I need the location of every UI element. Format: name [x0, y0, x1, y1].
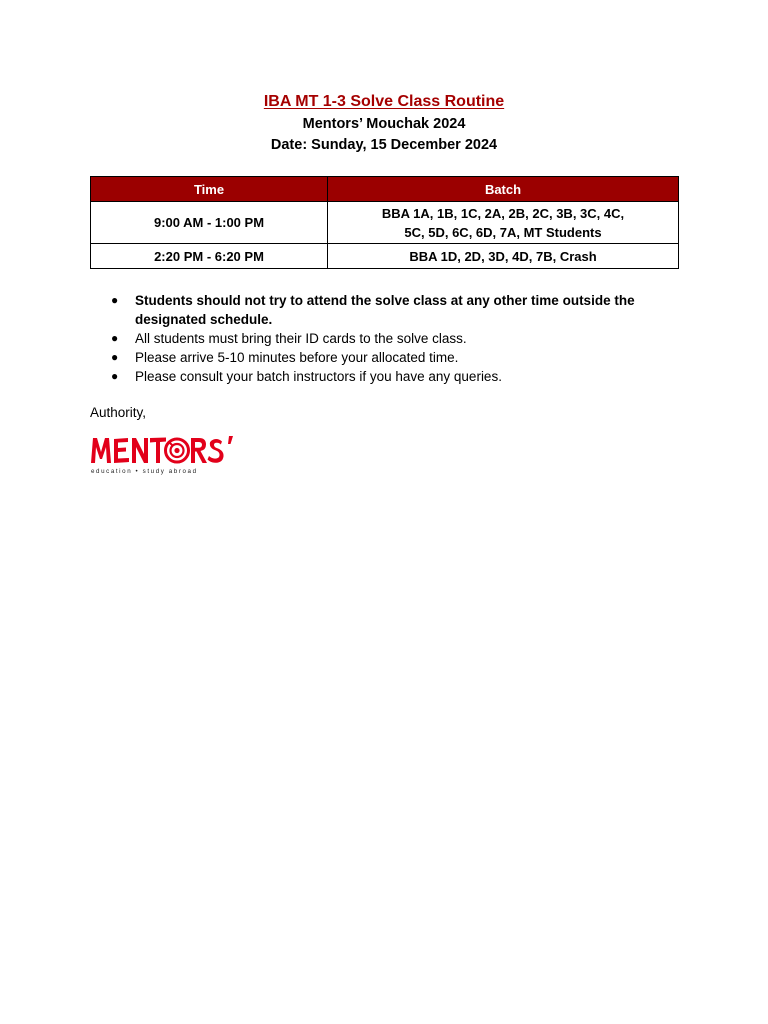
list-item: [90, 291, 680, 329]
logo-apostrophe: [228, 436, 233, 444]
notes-list: [90, 291, 680, 386]
document-subtitle: Mentors’ Mouchak 2024: [302, 116, 466, 132]
document-title: IBA MT 1-3 Solve Class Routine: [263, 93, 505, 110]
cell-batch: [328, 202, 679, 244]
logo-letter-n: [132, 438, 148, 463]
target-icon: [166, 439, 189, 462]
list-item: [90, 367, 680, 386]
mentors-logo: [89, 432, 239, 476]
logo-letter-r: [191, 438, 207, 463]
note-text: Please arrive 5-10 minutes before your allocated time.: [135, 350, 459, 365]
batch-line: 5C, 5D, 6C, 6D, 7A, MT Students: [404, 224, 602, 240]
note-text: All students must bring their ID cards to the solve class.: [135, 331, 467, 346]
table-row: [91, 244, 679, 269]
logo-letter-e: [114, 438, 129, 463]
bullet-icon: ●: [111, 350, 119, 364]
bullet-icon: ●: [111, 293, 119, 307]
authority-signoff: Authority,: [90, 405, 147, 420]
bullet-icon: ●: [111, 331, 119, 345]
header-batch: Batch: [328, 177, 679, 202]
logo-tagline: education • study abroad: [91, 468, 198, 475]
cell-time: 9:00 AM - 1:00 PM: [91, 202, 328, 244]
cell-batch: [328, 244, 679, 269]
bullet-icon: ●: [111, 369, 119, 383]
header-time: Time: [91, 177, 328, 202]
note-text: Please consult your batch instructors if you have any queries.: [135, 369, 502, 384]
batch-line: BBA 1D, 2D, 3D, 4D, 7B, Crash: [409, 248, 597, 264]
cell-time: 2:20 PM - 6:20 PM: [91, 244, 328, 269]
logo-letter-m: [91, 438, 111, 463]
logo-letter-s: [208, 439, 224, 463]
routine-table: [90, 176, 679, 269]
note-text: Students should not try to attend the solve class at any other time outside the designated schedule.: [135, 293, 635, 327]
list-item: [90, 348, 680, 367]
document-date: Date: Sunday, 15 December 2024: [270, 137, 498, 153]
batch-line: BBA 1A, 1B, 1C, 2A, 2B, 2C, 3B, 3C, 4C,: [381, 205, 625, 221]
table-header-row: [91, 177, 679, 202]
logo-letter-t: [150, 438, 166, 464]
table-row: [91, 202, 679, 244]
list-item: [90, 329, 680, 348]
